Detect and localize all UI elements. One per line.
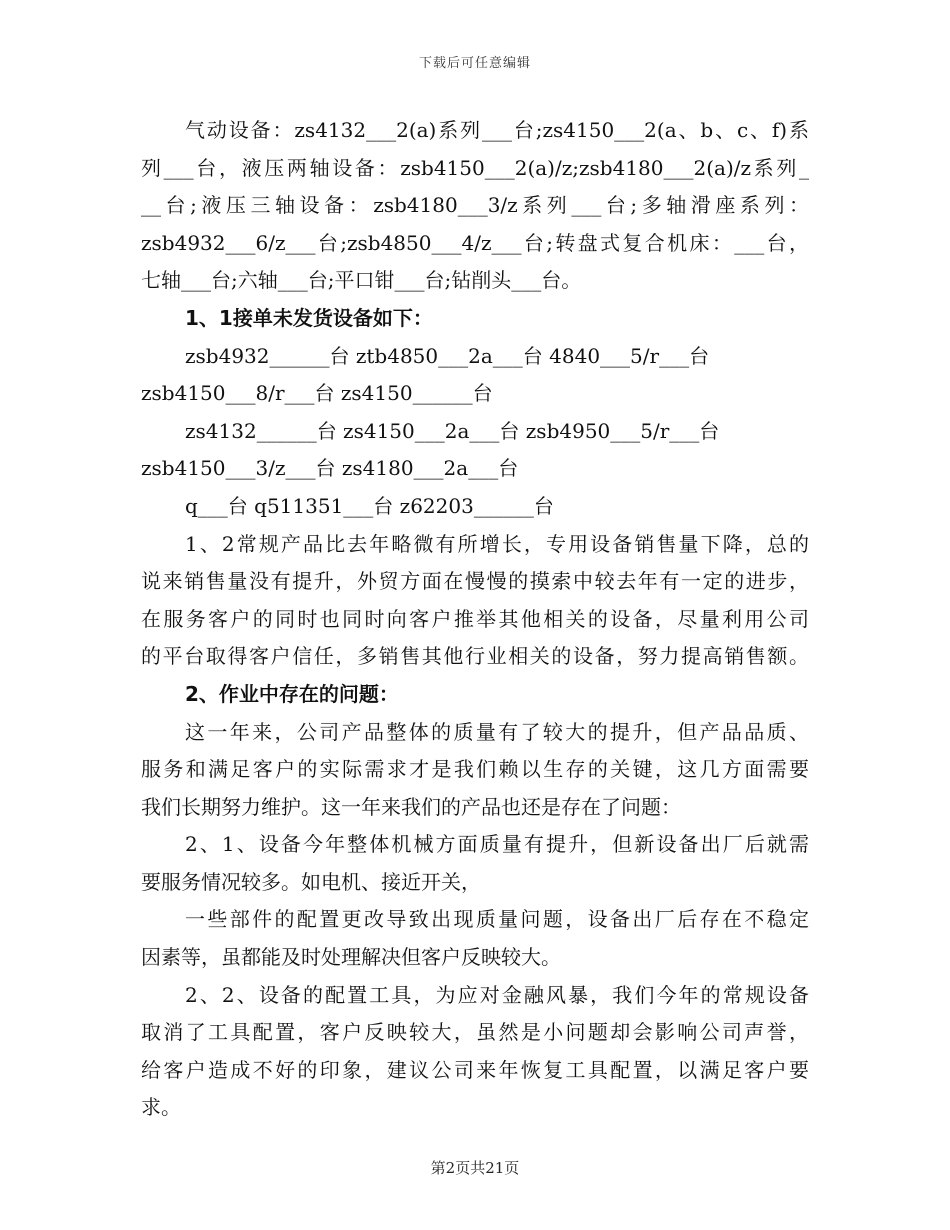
body-line: zsb4932___6/z___台;zsb4850___4/z___台;转盘式复合机床：___台， <box>141 230 809 255</box>
page-number: 第2页共21页 <box>430 1159 520 1177</box>
equipment-line: zsb4932______台 ztb4850___2a___台 4840___5/r___台 <box>185 343 710 368</box>
equipment-line: zs4132______台 zs4150___2a___台 zsb4950___5/r___台 <box>185 418 720 443</box>
equipment-line: zsb4150___8/r___台 zs4150______台 <box>141 381 493 406</box>
body-line: 我们长期努力维护。这一年来我们的产品也还是存在了问题： <box>141 794 681 819</box>
body-line: 在服务客户的同时也同时向客户推举其他相关的设备，尽量利用公司 <box>141 606 809 631</box>
body-line: 取消了工具配置，客户反映较大，虽然是小问题却会影响公司声誉， <box>141 1020 809 1045</box>
equipment-line: zsb4150___3/z___台 zs4180___2a___台 <box>141 456 519 481</box>
body-line: 服务和满足客户的实际需求才是我们赖以生存的关键，这几方面需要 <box>141 757 809 782</box>
body-line: 七轴___台;六轴___台;平口钳___台;钻削头___台。 <box>141 268 582 293</box>
body-line: 求。 <box>141 1095 181 1120</box>
body-line: 给客户造成不好的印象，建议公司来年恢复工具配置，以满足客户要 <box>141 1057 809 1082</box>
section-heading: 1、1接单未发货设备如下： <box>185 305 433 330</box>
equipment-line: q___台 q511351___台 z62203______台 <box>185 493 554 518</box>
section-heading: 2、作业中存在的问题： <box>185 681 399 706</box>
document-body <box>141 112 809 1127</box>
body-line: 的平台取得客户信任，多销售其他行业相关的设备，努力提高销售额。 <box>141 644 809 669</box>
body-line: 列___台，液压两轴设备：zsb4150___2(a)/z;zsb4180___2(a)/z系列_ <box>141 155 809 180</box>
body-line: 因素等，虽都能及时处理解决但客户反映较大。 <box>141 945 561 970</box>
body-line: 2、1、设备今年整体机械方面质量有提升，但新设备出厂后就需 <box>185 832 809 857</box>
body-line: 气动设备：zs4132___2(a)系列___台;zs4150___2(a、b、c、f)系 <box>185 118 809 142</box>
body-line: __台;液压三轴设备：zsb4180___3/z系列___台;多轴滑座系列： <box>141 193 809 218</box>
page-header-note: 下载后可任意编辑 <box>418 56 531 71</box>
body-line: 说来销售量没有提升，外贸方面在慢慢的摸索中较去年有一定的进步， <box>141 569 809 594</box>
body-line: 1、2常规产品比去年略微有所增长，专用设备销售量下降，总的 <box>185 531 809 556</box>
body-line: 2、2、设备的配置工具，为应对金融风暴，我们今年的常规设备 <box>185 982 809 1007</box>
body-line: 这一年来，公司产品整体的质量有了较大的提升，但产品品质、 <box>185 719 809 744</box>
body-line: 要服务情况较多。如电机、接近开关， <box>141 869 481 894</box>
body-line: 一些部件的配置更改导致出现质量问题，设备出厂后存在不稳定 <box>185 907 809 932</box>
